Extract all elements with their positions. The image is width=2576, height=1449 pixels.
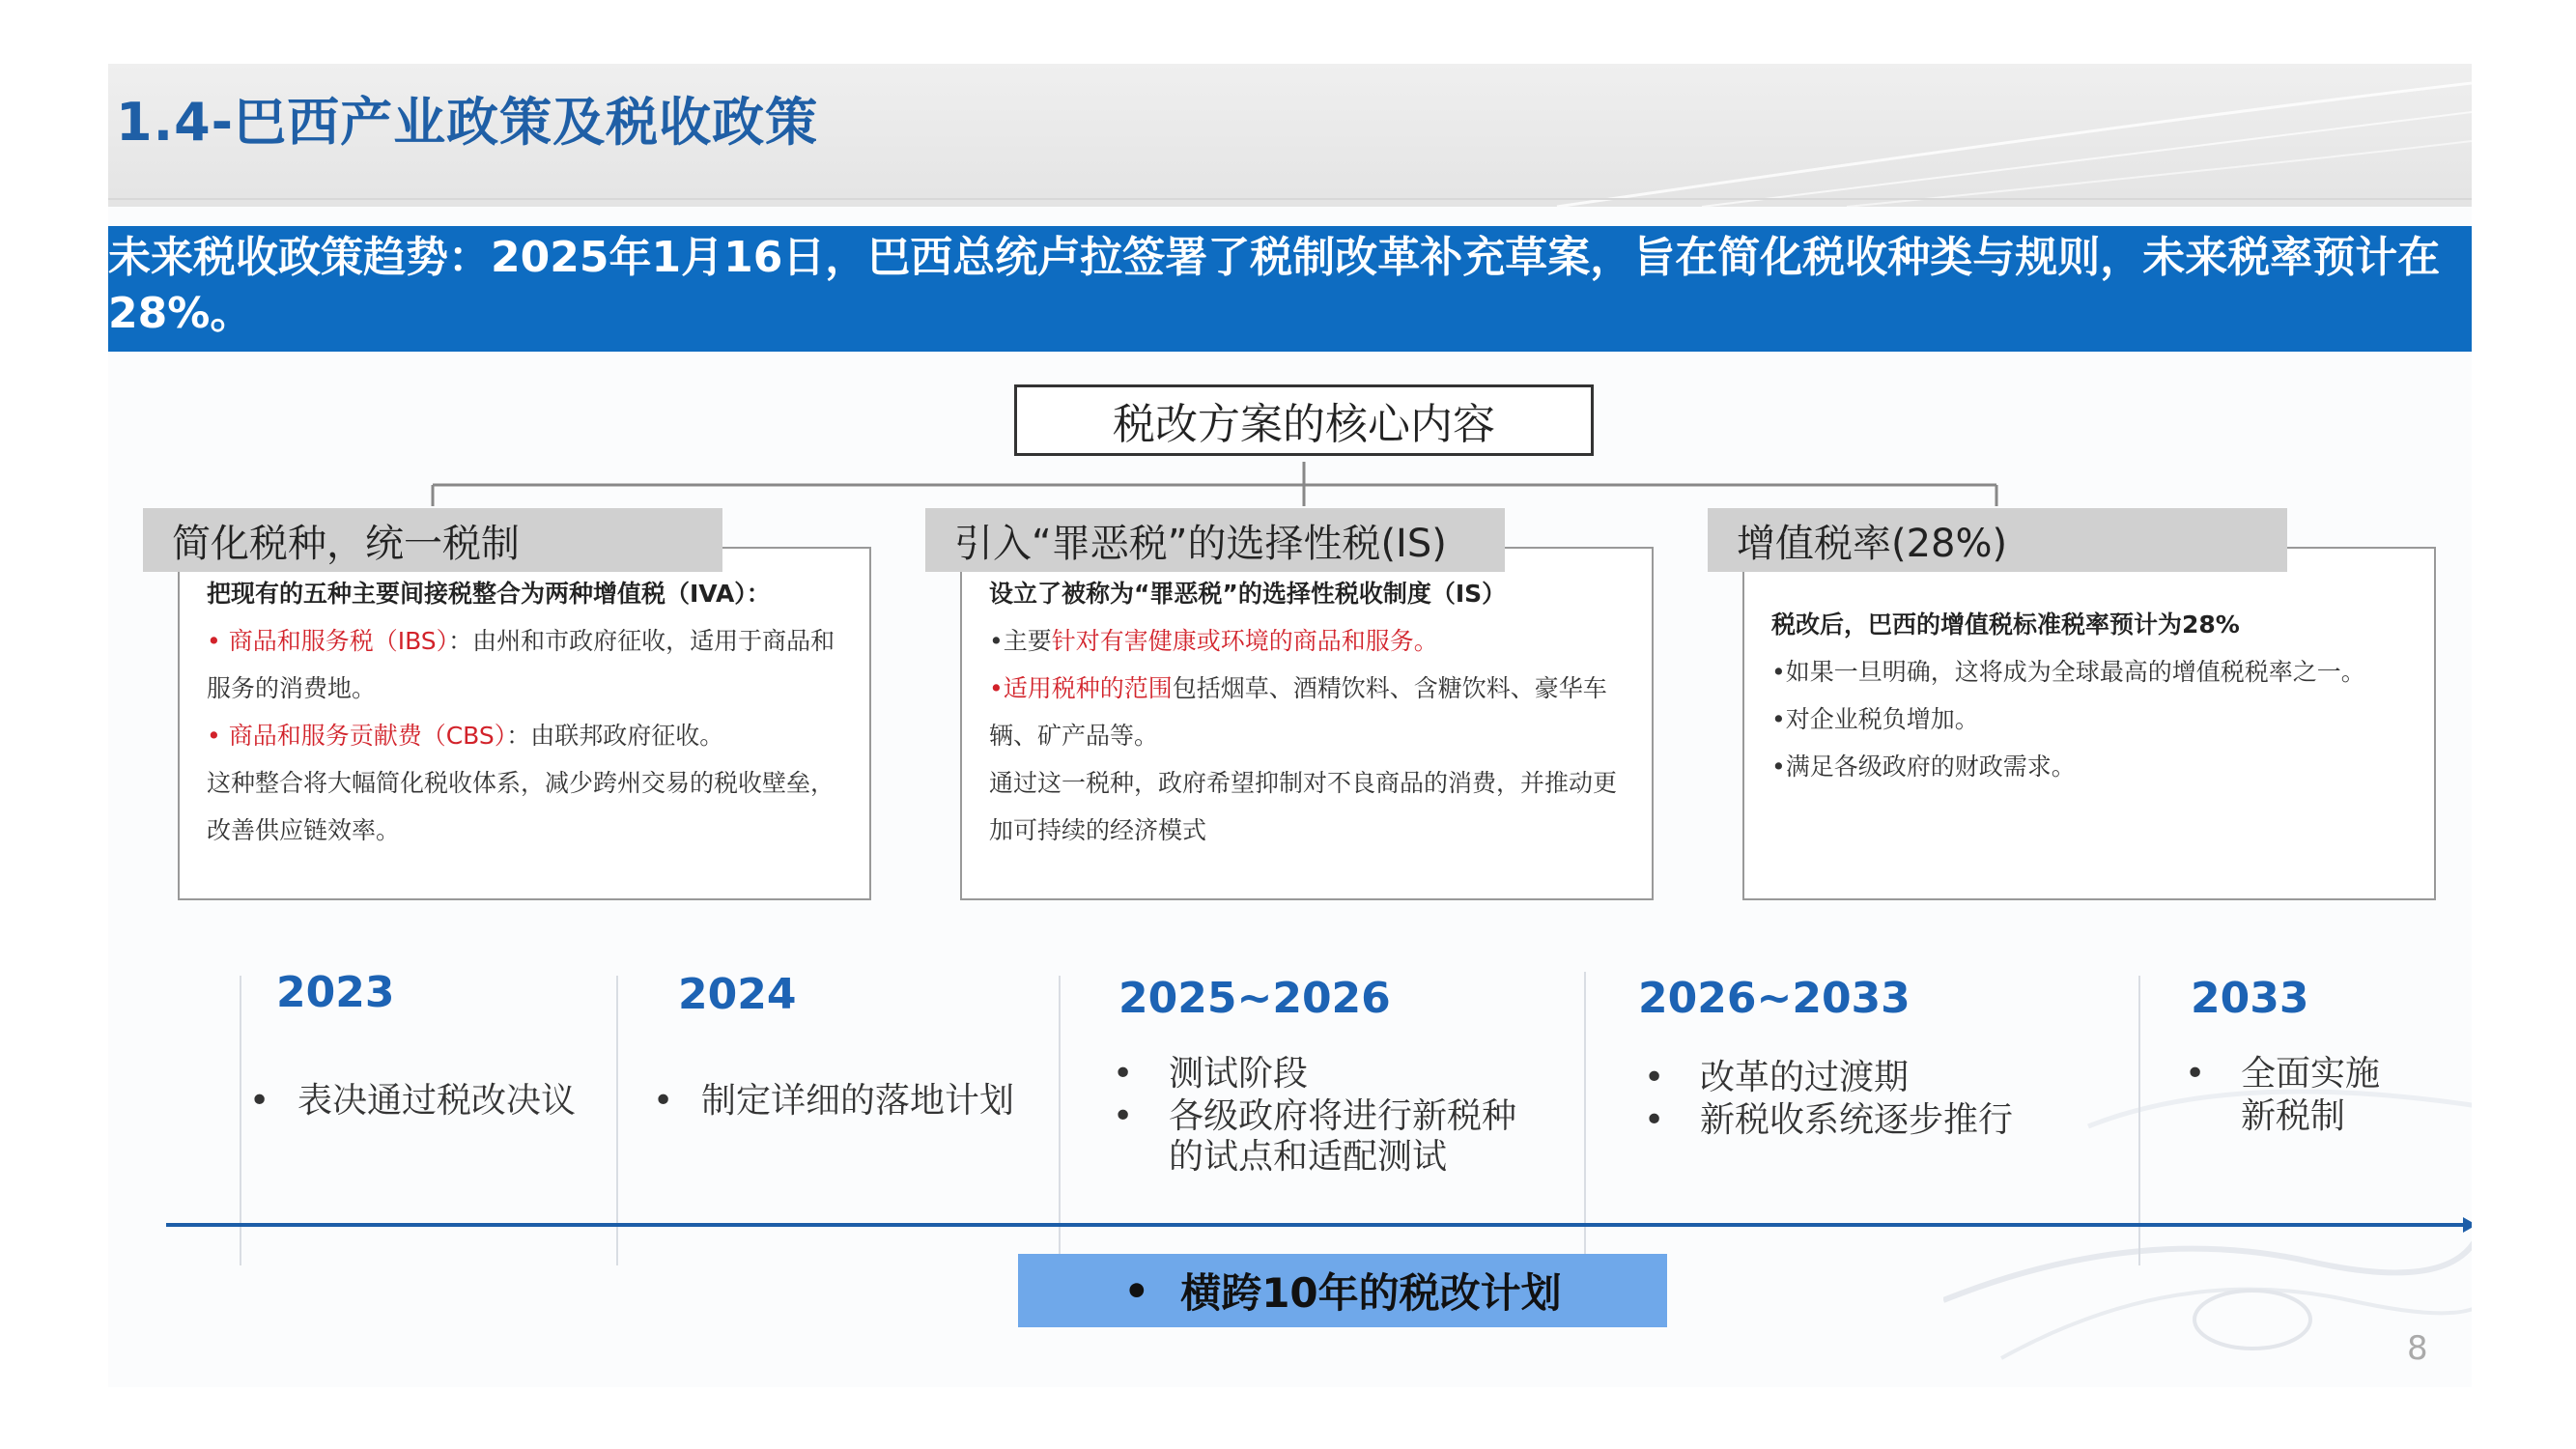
card-vat-heading: 增值税率(28%)	[1708, 508, 2287, 572]
card-simplify-summary: 这种整合将大幅简化税收体系，减少跨州交易的税收壁垒，改善供应链效率。	[207, 769, 835, 844]
timeline-year: 2026~2033	[1638, 974, 1911, 1023]
core-content-title: 税改方案的核心内容	[1014, 384, 1594, 456]
card-simplify-tax	[178, 547, 871, 900]
timeline-item: • 制定详细的落地计划	[653, 1081, 1015, 1121]
timeline-axis	[166, 1223, 2472, 1227]
slide	[108, 64, 2472, 1387]
card-vat-rate	[1742, 547, 2436, 900]
card-sin-summary: 通过这一税种，政府希望抑制对不良商品的消费，并推动更加可持续的经济模式	[989, 769, 1618, 844]
card-vat-line-2: •对企业税负增加。	[1771, 705, 1979, 733]
timeline-year: 2025~2026	[1118, 974, 1391, 1023]
card-vat-lead: 税改后，巴西的增值税标准税率预计为28%	[1771, 611, 2240, 639]
timeline-marker-2033	[2138, 976, 2140, 1265]
card-simplify-line-ibs: • 商品和服务税（IBS）：由州和市政府征收，适用于商品和服务的消费地。	[207, 627, 835, 702]
timeline-marker-2024	[616, 976, 618, 1265]
page-number: 8	[2407, 1329, 2428, 1368]
timeline-year: 2033	[2191, 974, 2309, 1023]
card-vat-line-1: •如果一旦明确，这将成为全球最高的增值税税率之一。	[1771, 658, 2365, 686]
timeline-marker-2026	[1584, 972, 1586, 1262]
card-simplify-lead: 把现有的五种主要间接税整合为两种增值税（IVA）：	[207, 580, 771, 608]
timeline-marker-2025	[1059, 976, 1061, 1265]
timeline-item-continuation: 的试点和适配测试	[1169, 1137, 1448, 1177]
card-sin-tax	[960, 547, 1654, 900]
timeline-year: 2024	[678, 970, 797, 1019]
card-vat-line-3: •满足各级政府的财政需求。	[1771, 753, 2076, 781]
plan-label: 横跨10年的税改计划	[1180, 1269, 1562, 1317]
card-sin-line-scope: •适用税种的范围包括烟草、酒精饮料、含糖饮料、豪华车辆、矿产品等。	[989, 674, 1607, 750]
timeline-item: • 全面实施	[2185, 1054, 2381, 1094]
card-vat-body	[1771, 601, 2419, 790]
timeline-item: • 表决通过税改决议	[249, 1081, 577, 1121]
page-title: 1.4-巴西产业政策及税收政策	[116, 92, 819, 153]
card-sin-body	[989, 570, 1636, 854]
timeline-item-continuation: 新税制	[2241, 1096, 2346, 1136]
timeline-item: • 新税收系统逐步推行	[1644, 1100, 2014, 1140]
cbs-label: 商品和服务贡献费（CBS）	[228, 722, 507, 750]
card-sin-line-target: •主要针对有害健康或环境的商品和服务。	[989, 627, 1438, 655]
timeline-item: • 改革的过渡期	[1644, 1058, 1910, 1097]
ibs-label: 商品和服务税（IBS）	[228, 627, 449, 655]
card-simplify-body	[207, 570, 854, 854]
card-sin-heading: 引入“罪恶税”的选择性税(IS)	[925, 508, 1505, 572]
core-connector-lines	[108, 64, 2472, 566]
timeline-item: • 测试阶段	[1113, 1054, 1309, 1094]
timeline-year: 2023	[276, 968, 395, 1017]
timeline-marker-2023	[240, 976, 241, 1265]
ten-year-plan-box: • 横跨10年的税改计划	[1018, 1254, 1667, 1327]
timeline-arrow-icon	[2463, 1217, 2472, 1233]
timeline-item: • 各级政府将进行新税种	[1113, 1096, 1517, 1136]
card-sin-lead: 设立了被称为“罪恶税”的选择性税收制度（IS）	[989, 580, 1507, 608]
card-simplify-heading: 简化税种，统一税制	[143, 508, 722, 572]
banner-text: 未来税收政策趋势：2025年1月16日，巴西总统卢拉签署了税制改革补充草案，旨在简化税收种类与规则，未来税率预计在28%。	[108, 233, 2441, 338]
card-simplify-line-cbs: • 商品和服务贡献费（CBS）：由联邦政府征收。	[207, 722, 724, 750]
